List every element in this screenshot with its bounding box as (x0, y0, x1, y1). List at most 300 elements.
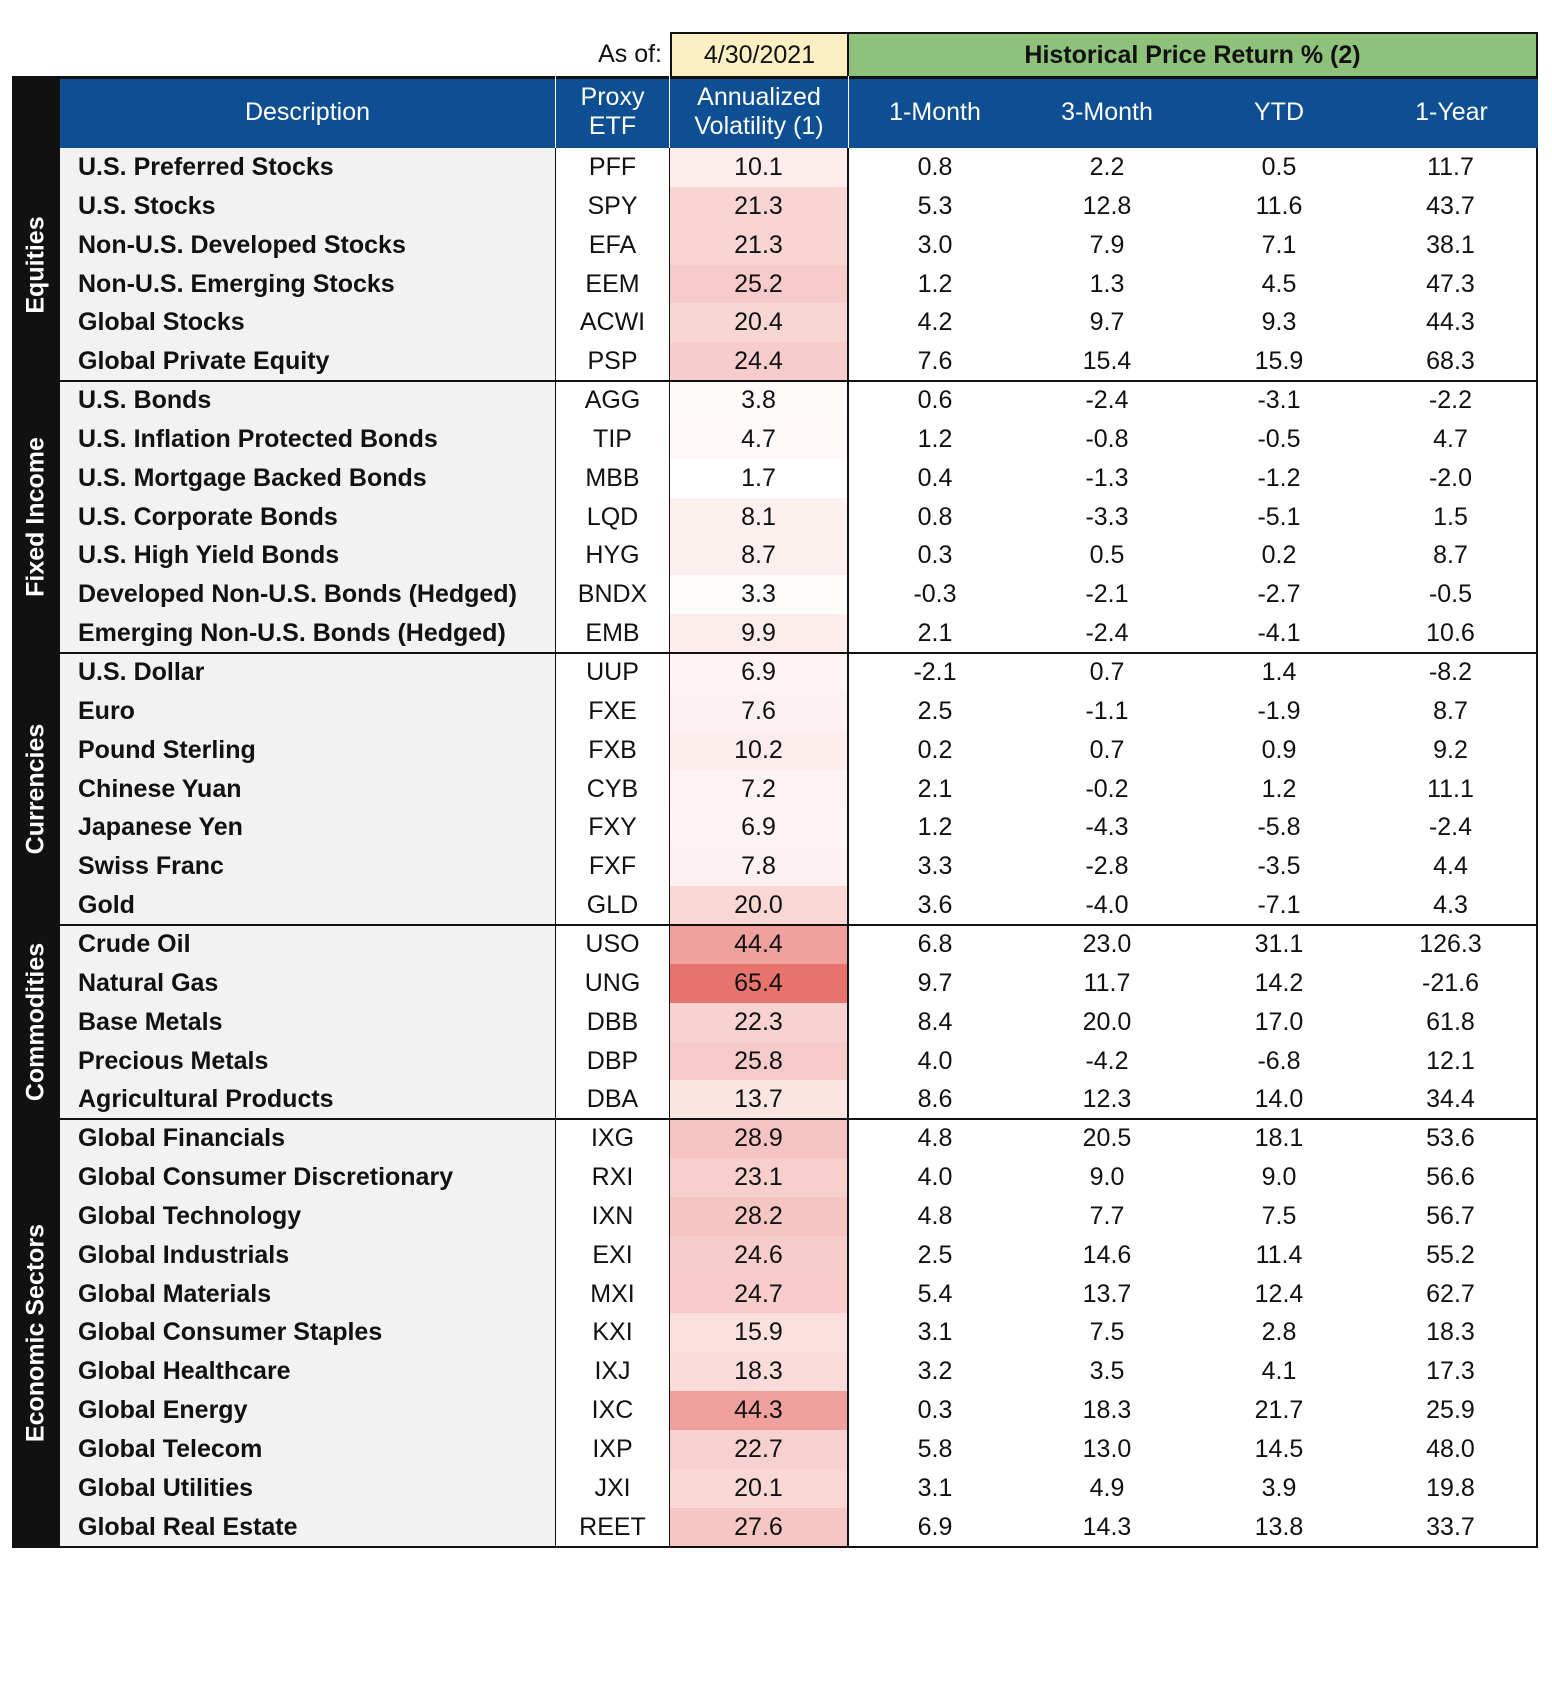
table-row (12, 536, 1538, 575)
row-volatility: 25.2 (670, 265, 849, 304)
row-proxy-etf: IXN (556, 1197, 670, 1236)
row-description: U.S. Inflation Protected Bonds (60, 420, 556, 459)
table-row (12, 1313, 1538, 1352)
table-row (12, 1352, 1538, 1391)
row-3-month: 4.9 (1089, 1473, 1125, 1502)
historical-price-return-title: Historical Price Return % (2) (849, 32, 1538, 76)
row-1-year: 44.3 (1365, 303, 1538, 342)
row-1-year: 53.6 (1365, 1119, 1538, 1158)
row-3-month: -2.8 (1085, 852, 1129, 881)
row-3-month: 7.7 (1089, 1201, 1125, 1230)
row-1-month: 9.7 (917, 968, 953, 997)
row-ytd: 12.4 (1254, 1279, 1304, 1308)
row-ytd: -2.7 (1257, 580, 1301, 609)
row-volatility: 7.2 (670, 770, 849, 809)
row-3-month: -4.2 (1085, 1046, 1129, 1075)
volatility-line1: Annualized (697, 83, 821, 111)
row-ytd: -6.8 (1257, 1046, 1301, 1075)
row-proxy-etf: JXI (556, 1469, 670, 1508)
row-1-year: 8.7 (1365, 536, 1538, 575)
row-ytd: 21.7 (1254, 1396, 1304, 1425)
row-description: Agricultural Products (60, 1080, 556, 1119)
row-volatility: 8.1 (670, 498, 849, 537)
table-row (12, 420, 1538, 459)
row-ytd: 4.1 (1261, 1357, 1297, 1386)
row-3-month: -4.3 (1085, 813, 1129, 842)
row-volatility: 22.3 (670, 1003, 849, 1042)
row-volatility: 1.7 (670, 459, 849, 498)
row-ytd: 0.2 (1261, 541, 1297, 570)
row-1-month: 1.2 (917, 269, 953, 298)
table-row (12, 1158, 1538, 1197)
row-proxy-etf: USO (556, 925, 670, 964)
row-1-year: 56.6 (1365, 1158, 1538, 1197)
group-divider (60, 652, 1538, 654)
row-ytd: -3.5 (1257, 852, 1301, 881)
row-volatility: 28.2 (670, 1197, 849, 1236)
column-header-1-year: 1-Year (1415, 97, 1488, 126)
row-volatility: 23.1 (670, 1158, 849, 1197)
row-proxy-etf: EMB (556, 614, 670, 653)
row-ytd: -5.8 (1257, 813, 1301, 842)
table-row (12, 731, 1538, 770)
group-economic-sectors (12, 1119, 1538, 1546)
row-description: Global Private Equity (60, 342, 556, 381)
row-volatility: 6.9 (670, 808, 849, 847)
row-proxy-etf: IXJ (556, 1352, 670, 1391)
row-ytd: 14.0 (1254, 1085, 1304, 1114)
row-description: U.S. Bonds (60, 381, 556, 420)
column-header-3-month: 3-Month (1061, 97, 1153, 126)
row-1-month: 0.6 (917, 386, 953, 415)
proxy-etf-line2: ETF (588, 112, 637, 140)
row-3-month: 2.2 (1089, 153, 1125, 181)
table-row (12, 226, 1538, 265)
column-header-ytd: YTD (1254, 97, 1304, 126)
table-row (12, 498, 1538, 537)
table-row (12, 381, 1538, 420)
row-volatility: 28.9 (670, 1119, 849, 1158)
row-volatility: 7.8 (670, 847, 849, 886)
row-1-year: 18.3 (1365, 1313, 1538, 1352)
proxy-etf-line1: Proxy (580, 83, 645, 111)
row-1-month: 8.6 (917, 1085, 953, 1114)
row-1-month: 1.2 (917, 424, 953, 453)
row-description: Global Stocks (60, 303, 556, 342)
row-proxy-etf: PSP (556, 342, 670, 381)
row-ytd: 11.6 (1255, 191, 1303, 220)
row-description: Natural Gas (60, 964, 556, 1003)
row-1-month: 4.0 (917, 1046, 953, 1075)
row-volatility: 24.6 (670, 1236, 849, 1275)
row-description: Global Consumer Staples (60, 1313, 556, 1352)
row-1-year: -2.2 (1365, 381, 1538, 420)
row-volatility: 3.3 (670, 575, 849, 614)
row-1-year: 25.9 (1365, 1391, 1538, 1430)
row-ytd: 17.0 (1254, 1007, 1304, 1036)
row-volatility: 24.4 (670, 342, 849, 381)
table-row (12, 1119, 1538, 1158)
row-1-year: 38.1 (1365, 226, 1538, 265)
table-top-row (12, 32, 1538, 76)
row-description: Swiss Franc (60, 847, 556, 886)
row-description: Precious Metals (60, 1042, 556, 1081)
row-1-year: 8.7 (1365, 692, 1538, 731)
row-1-month: 0.2 (917, 735, 953, 764)
as-of-date: 4/30/2021 (670, 32, 849, 76)
row-ytd: 2.8 (1261, 1318, 1297, 1347)
row-ytd: -1.9 (1257, 696, 1301, 725)
row-description: Global Energy (60, 1391, 556, 1430)
row-volatility: 20.0 (670, 886, 849, 925)
row-volatility: 9.9 (670, 614, 849, 653)
row-description: Global Financials (60, 1119, 556, 1158)
row-1-month: 2.5 (917, 1240, 953, 1269)
row-1-year: 10.6 (1365, 614, 1538, 653)
row-3-month: -1.3 (1085, 463, 1129, 492)
row-description: Global Materials (60, 1275, 556, 1314)
row-1-year: 19.8 (1365, 1469, 1538, 1508)
group-label: Equities (21, 215, 50, 314)
row-1-month: 3.6 (917, 891, 953, 920)
table-row (12, 265, 1538, 304)
row-proxy-etf: CYB (556, 770, 670, 809)
table-row (12, 1508, 1538, 1547)
row-1-month: 3.1 (917, 1473, 953, 1502)
row-proxy-etf: UNG (556, 964, 670, 1003)
row-1-month: 2.1 (917, 619, 953, 648)
row-proxy-etf: IXC (556, 1391, 670, 1430)
row-proxy-etf: IXG (556, 1119, 670, 1158)
row-1-month: 5.8 (917, 1434, 953, 1463)
row-3-month: 18.3 (1082, 1396, 1132, 1425)
row-ytd: 14.5 (1254, 1434, 1304, 1463)
column-header-volatility (670, 76, 849, 148)
row-3-month: 14.3 (1082, 1512, 1132, 1541)
group-label: Fixed Income (21, 437, 50, 597)
row-description: Global Technology (60, 1197, 556, 1236)
row-ytd: 1.2 (1261, 774, 1297, 803)
row-1-year: -21.6 (1365, 964, 1538, 1003)
row-volatility: 6.9 (670, 653, 849, 692)
volatility-line2: Volatility (1) (694, 112, 824, 140)
row-volatility: 10.1 (670, 148, 849, 187)
table-body (12, 148, 1538, 1547)
row-ytd: 31.1 (1254, 929, 1304, 958)
row-proxy-etf: MBB (556, 459, 670, 498)
row-description: U.S. Mortgage Backed Bonds (60, 459, 556, 498)
row-volatility: 8.7 (670, 536, 849, 575)
table-bottom-border (12, 1546, 1538, 1548)
row-1-month: 3.2 (917, 1357, 953, 1386)
row-1-year: 17.3 (1365, 1352, 1538, 1391)
table-row (12, 847, 1538, 886)
row-1-month: 0.8 (917, 153, 953, 181)
row-1-year: 9.2 (1365, 731, 1538, 770)
row-1-year: 126.3 (1365, 925, 1538, 964)
row-1-year: 4.3 (1365, 886, 1538, 925)
row-1-month: 7.6 (917, 347, 953, 376)
row-1-year: 48.0 (1365, 1430, 1538, 1469)
row-description: Non-U.S. Emerging Stocks (60, 265, 556, 304)
row-description: Japanese Yen (60, 808, 556, 847)
row-proxy-etf: PFF (556, 148, 670, 187)
table-row (12, 1430, 1538, 1469)
group-fixed-income (12, 381, 1538, 653)
row-description: U.S. Dollar (60, 653, 556, 692)
row-description: Global Telecom (60, 1430, 556, 1469)
row-ytd: 9.3 (1261, 308, 1297, 337)
row-volatility: 18.3 (670, 1352, 849, 1391)
row-volatility: 65.4 (670, 964, 849, 1003)
row-ytd: -1.2 (1257, 463, 1301, 492)
table-row (12, 808, 1538, 847)
row-3-month: 0.7 (1089, 658, 1125, 687)
row-proxy-etf: FXB (556, 731, 670, 770)
row-1-year: 12.1 (1365, 1042, 1538, 1081)
row-volatility: 21.3 (670, 226, 849, 265)
table-row (12, 692, 1538, 731)
row-proxy-etf: AGG (556, 381, 670, 420)
table-row (12, 1042, 1538, 1081)
row-ytd: -5.1 (1257, 502, 1301, 531)
row-3-month: 9.7 (1089, 308, 1125, 337)
row-1-year: 68.3 (1365, 342, 1538, 381)
row-proxy-etf: RXI (556, 1158, 670, 1197)
row-3-month: -4.0 (1085, 891, 1129, 920)
row-1-year: 62.7 (1365, 1275, 1538, 1314)
row-proxy-etf: DBB (556, 1003, 670, 1042)
row-volatility: 4.7 (670, 420, 849, 459)
row-ytd: 4.5 (1261, 269, 1297, 298)
group-currencies (12, 653, 1538, 925)
row-3-month: 20.5 (1082, 1124, 1132, 1153)
row-volatility: 15.9 (670, 1313, 849, 1352)
row-proxy-etf: EFA (556, 226, 670, 265)
row-description: U.S. Stocks (60, 187, 556, 226)
row-description: U.S. Corporate Bonds (60, 498, 556, 537)
row-1-year: 4.7 (1365, 420, 1538, 459)
group-divider (60, 1118, 1538, 1120)
row-3-month: 13.0 (1082, 1434, 1132, 1463)
row-3-month: 15.4 (1082, 347, 1132, 376)
row-description: Non-U.S. Developed Stocks (60, 226, 556, 265)
group-equities (12, 148, 1538, 381)
row-proxy-etf: DBA (556, 1080, 670, 1119)
row-description: Emerging Non-U.S. Bonds (Hedged) (60, 614, 556, 653)
row-ytd: 18.1 (1254, 1124, 1304, 1153)
row-1-year: -2.4 (1365, 808, 1538, 847)
row-ytd: 9.0 (1261, 1163, 1297, 1192)
row-proxy-etf: HYG (556, 536, 670, 575)
row-volatility: 27.6 (670, 1508, 849, 1547)
row-1-year: 11.1 (1365, 770, 1538, 809)
row-1-month: 2.5 (917, 696, 953, 725)
row-ytd: -0.5 (1257, 424, 1301, 453)
row-1-month: -0.3 (913, 580, 957, 609)
row-3-month: 12.3 (1082, 1085, 1132, 1114)
row-volatility: 21.3 (670, 187, 849, 226)
row-volatility: 22.7 (670, 1430, 849, 1469)
row-description: Global Utilities (60, 1469, 556, 1508)
row-1-year: 55.2 (1365, 1236, 1538, 1275)
row-proxy-etf: KXI (556, 1313, 670, 1352)
table-row (12, 925, 1538, 964)
row-proxy-etf: REET (556, 1508, 670, 1547)
row-description: U.S. High Yield Bonds (60, 536, 556, 575)
group-divider (60, 380, 1538, 382)
row-3-month: 7.5 (1089, 1318, 1125, 1347)
group-label: Commodities (21, 942, 50, 1102)
row-1-month: 0.8 (917, 502, 953, 531)
row-ytd: -4.1 (1257, 619, 1301, 648)
row-3-month: 20.0 (1082, 1007, 1132, 1036)
row-3-month: 0.7 (1089, 735, 1125, 764)
row-1-month: 5.4 (917, 1279, 953, 1308)
row-1-year: -0.5 (1365, 575, 1538, 614)
table-row (12, 1236, 1538, 1275)
row-description: Global Industrials (60, 1236, 556, 1275)
table-row (12, 342, 1538, 381)
row-ytd: 3.9 (1261, 1473, 1297, 1502)
row-1-month: 5.3 (917, 191, 953, 220)
row-1-month: 0.3 (917, 1396, 953, 1425)
row-3-month: 23.0 (1082, 929, 1132, 958)
row-3-month: 3.5 (1089, 1357, 1125, 1386)
row-proxy-etf: FXY (556, 808, 670, 847)
row-3-month: 7.9 (1089, 230, 1125, 259)
row-proxy-etf: SPY (556, 187, 670, 226)
row-1-year: 34.4 (1365, 1080, 1538, 1119)
column-header-description: Description (60, 76, 556, 148)
row-ytd: 1.4 (1261, 658, 1297, 687)
row-1-month: 0.3 (917, 541, 953, 570)
table-row (12, 653, 1538, 692)
table-row (12, 148, 1538, 187)
row-volatility: 13.7 (670, 1080, 849, 1119)
row-proxy-etf: IXP (556, 1430, 670, 1469)
row-volatility: 44.3 (670, 1391, 849, 1430)
row-proxy-etf: TIP (556, 420, 670, 459)
row-ytd: 0.5 (1261, 153, 1297, 181)
row-proxy-etf: EXI (556, 1236, 670, 1275)
column-header-proxy-etf (556, 76, 670, 148)
row-ytd: -7.1 (1257, 891, 1301, 920)
row-volatility: 7.6 (670, 692, 849, 731)
row-3-month: -1.1 (1085, 696, 1129, 725)
row-description: Base Metals (60, 1003, 556, 1042)
row-description: Global Healthcare (60, 1352, 556, 1391)
table-row (12, 614, 1538, 653)
row-3-month: -2.4 (1085, 619, 1129, 648)
table-row (12, 1275, 1538, 1314)
row-ytd: 11.4 (1255, 1240, 1303, 1269)
row-1-month: 2.1 (917, 774, 953, 803)
table-row (12, 1003, 1538, 1042)
row-volatility: 10.2 (670, 731, 849, 770)
group-commodities (12, 925, 1538, 1119)
row-3-month: -0.2 (1085, 774, 1129, 803)
row-3-month: 14.6 (1082, 1240, 1132, 1269)
row-3-month: -0.8 (1085, 424, 1129, 453)
table-row (12, 886, 1538, 925)
group-label: Currencies (21, 723, 50, 855)
row-1-month: 6.9 (917, 1512, 953, 1541)
row-1-year: -2.0 (1365, 459, 1538, 498)
row-ytd: 0.9 (1261, 735, 1297, 764)
row-volatility: 25.8 (670, 1042, 849, 1081)
row-1-month: 4.2 (917, 308, 953, 337)
table-row (12, 1080, 1538, 1119)
row-3-month: 0.5 (1089, 541, 1125, 570)
row-3-month: 1.3 (1089, 269, 1125, 298)
column-header-row (12, 76, 1538, 148)
row-description: Chinese Yuan (60, 770, 556, 809)
row-ytd: 7.5 (1261, 1201, 1297, 1230)
row-1-month: 0.4 (917, 463, 953, 492)
row-1-month: -2.1 (913, 658, 957, 687)
row-1-month: 8.4 (917, 1007, 953, 1036)
table-row (12, 575, 1538, 614)
row-ytd: 13.8 (1254, 1512, 1304, 1541)
row-3-month: -2.1 (1085, 580, 1129, 609)
row-proxy-etf: DBP (556, 1042, 670, 1081)
group-label: Economic Sectors (21, 1223, 50, 1442)
row-description: Gold (60, 886, 556, 925)
row-1-year: 33.7 (1365, 1508, 1538, 1547)
row-proxy-etf: FXE (556, 692, 670, 731)
row-3-month: 13.7 (1082, 1279, 1132, 1308)
row-1-year: 43.7 (1365, 187, 1538, 226)
row-1-month: 3.3 (917, 852, 953, 881)
row-1-month: 3.0 (917, 230, 953, 259)
row-proxy-etf: EEM (556, 265, 670, 304)
row-volatility: 44.4 (670, 925, 849, 964)
row-proxy-etf: UUP (556, 653, 670, 692)
as-of-label: As of: (598, 40, 662, 68)
row-3-month: 9.0 (1089, 1163, 1125, 1192)
table-row (12, 303, 1538, 342)
row-proxy-etf: FXF (556, 847, 670, 886)
row-3-month: -3.3 (1085, 502, 1129, 531)
table-row (12, 459, 1538, 498)
row-1-month: 4.0 (917, 1163, 953, 1192)
row-proxy-etf: MXI (556, 1275, 670, 1314)
row-volatility: 20.1 (670, 1469, 849, 1508)
row-ytd: -3.1 (1257, 386, 1301, 415)
header-corner (12, 76, 60, 148)
row-3-month: -2.4 (1085, 386, 1129, 415)
table-row (12, 1197, 1538, 1236)
group-divider (60, 924, 1538, 926)
row-description: Crude Oil (60, 925, 556, 964)
row-1-year: 1.5 (1365, 498, 1538, 537)
row-description: Euro (60, 692, 556, 731)
table-row (12, 187, 1538, 226)
row-1-year: 11.7 (1365, 148, 1538, 187)
row-1-year: 56.7 (1365, 1197, 1538, 1236)
row-1-month: 3.1 (917, 1318, 953, 1347)
table-row (12, 964, 1538, 1003)
row-1-year: 61.8 (1365, 1003, 1538, 1042)
row-proxy-etf: LQD (556, 498, 670, 537)
row-volatility: 3.8 (670, 381, 849, 420)
row-volatility: 20.4 (670, 303, 849, 342)
row-ytd: 15.9 (1254, 347, 1304, 376)
table-row (12, 770, 1538, 809)
row-1-month: 1.2 (917, 813, 953, 842)
table-row (12, 1391, 1538, 1430)
